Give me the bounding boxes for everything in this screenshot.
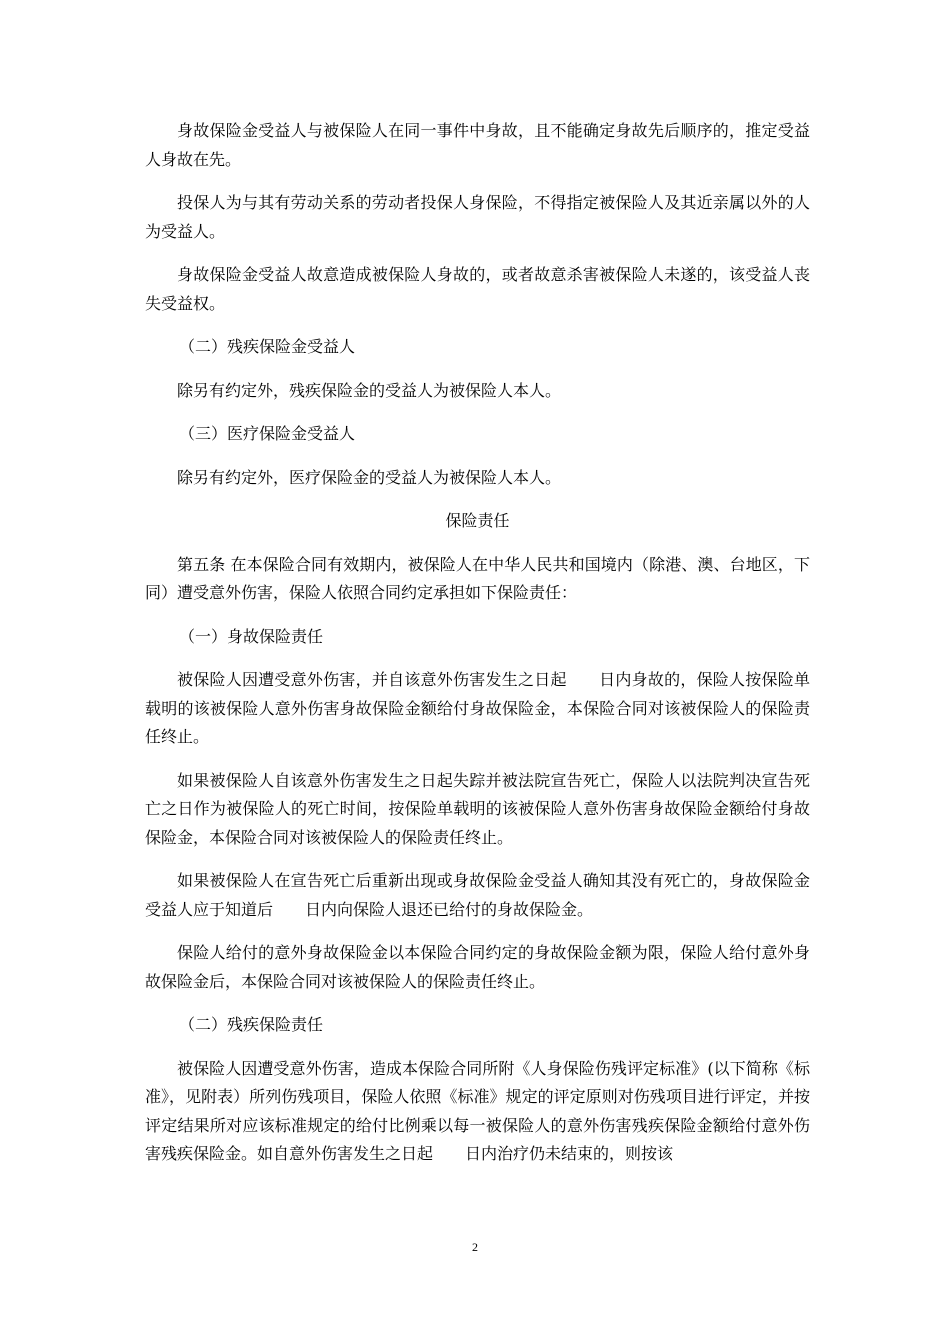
document-body — [145, 117, 810, 1184]
paragraph-disability-beneficiary: 除另有约定外，残疾保险金的受益人为被保险人本人。 — [177, 380, 562, 400]
section-heading-insurance-liability: 保险责任 — [445, 511, 510, 530]
paragraph-death-benefit-limit: 保险人给付的意外身故保险金以本保险合同约定的身故保险金额为限，保险人给付意外身故保险金后，本保险合同对该被保险人的保险责任终止。 — [145, 943, 810, 991]
paragraph-death-benefit: 被保险人因遭受意外伤害，并自该意外伤害发生之日起 日内身故的，保险人按保险单载明的该被保险人意外伤害身故保险金额给付身故保险金，本保险合同对该被保险人的保险责任终止。 — [145, 670, 810, 746]
paragraph-beneficiary-death-order: 身故保险金受益人与被保险人在同一事件中身故，且不能确定身故先后顺序的，推定受益人身故在先。 — [145, 121, 810, 169]
paragraph-article-five: 第五条 在本保险合同有效期内，被保险人在中华人民共和国境内（除港、澳、台地区，下同）遭受意外伤害，保险人依照合同约定承担如下保险责任： — [145, 554, 810, 602]
paragraph-employer-policy-restriction: 投保人为与其有劳动关系的劳动者投保人身保险，不得指定被保险人及其近亲属以外的人为受益人。 — [145, 193, 810, 241]
paragraph-reappearance-refund: 如果被保险人在宣告死亡后重新出现或身故保险金受益人确知其没有死亡的，身故保险金受益人应于知道后 日内向保险人退还已给付的身故保险金。 — [145, 871, 810, 919]
page-number: 2 — [472, 1240, 478, 1254]
paragraph-medical-beneficiary: 除另有约定外，医疗保险金的受益人为被保险人本人。 — [177, 467, 562, 487]
subheading-death-liability: （一）身故保险责任 — [179, 626, 324, 646]
subheading-disability-beneficiary: （二）残疾保险金受益人 — [179, 337, 356, 356]
subheading-disability-liability: （二）残疾保险责任 — [179, 1015, 324, 1034]
paragraph-beneficiary-forfeiture: 身故保险金受益人故意造成被保险人身故的，或者故意杀害被保险人未遂的，该受益人丧失受益权。 — [145, 265, 810, 313]
paragraph-declared-death: 如果被保险人自该意外伤害发生之日起失踪并被法院宣告死亡，保险人以法院判决宣告死亡之日作为被保险人的死亡时间，按保险单载明的该被保险人意外伤害身故保险金额给付身故保险金，本保险合同对该被保险人的保险责任终止。 — [145, 770, 810, 847]
subheading-medical-beneficiary: （三）医疗保险金受益人 — [179, 424, 356, 443]
paragraph-disability-benefit: 被保险人因遭受意外伤害，造成本保险合同所附《人身保险伤残评定标准》(以下简称《标准》，见附表）所列伤残项目，保险人依照《标准》规定的评定原则对伤残项目进行评定，并按评定结果所对应该标准规定的给付比例乘以每一被保险人的意外伤害残疾保险金额给付意外伤害残疾保险金。如自意外伤害发生之日起 日内治疗仍未结束的，则按该 — [145, 1058, 810, 1163]
